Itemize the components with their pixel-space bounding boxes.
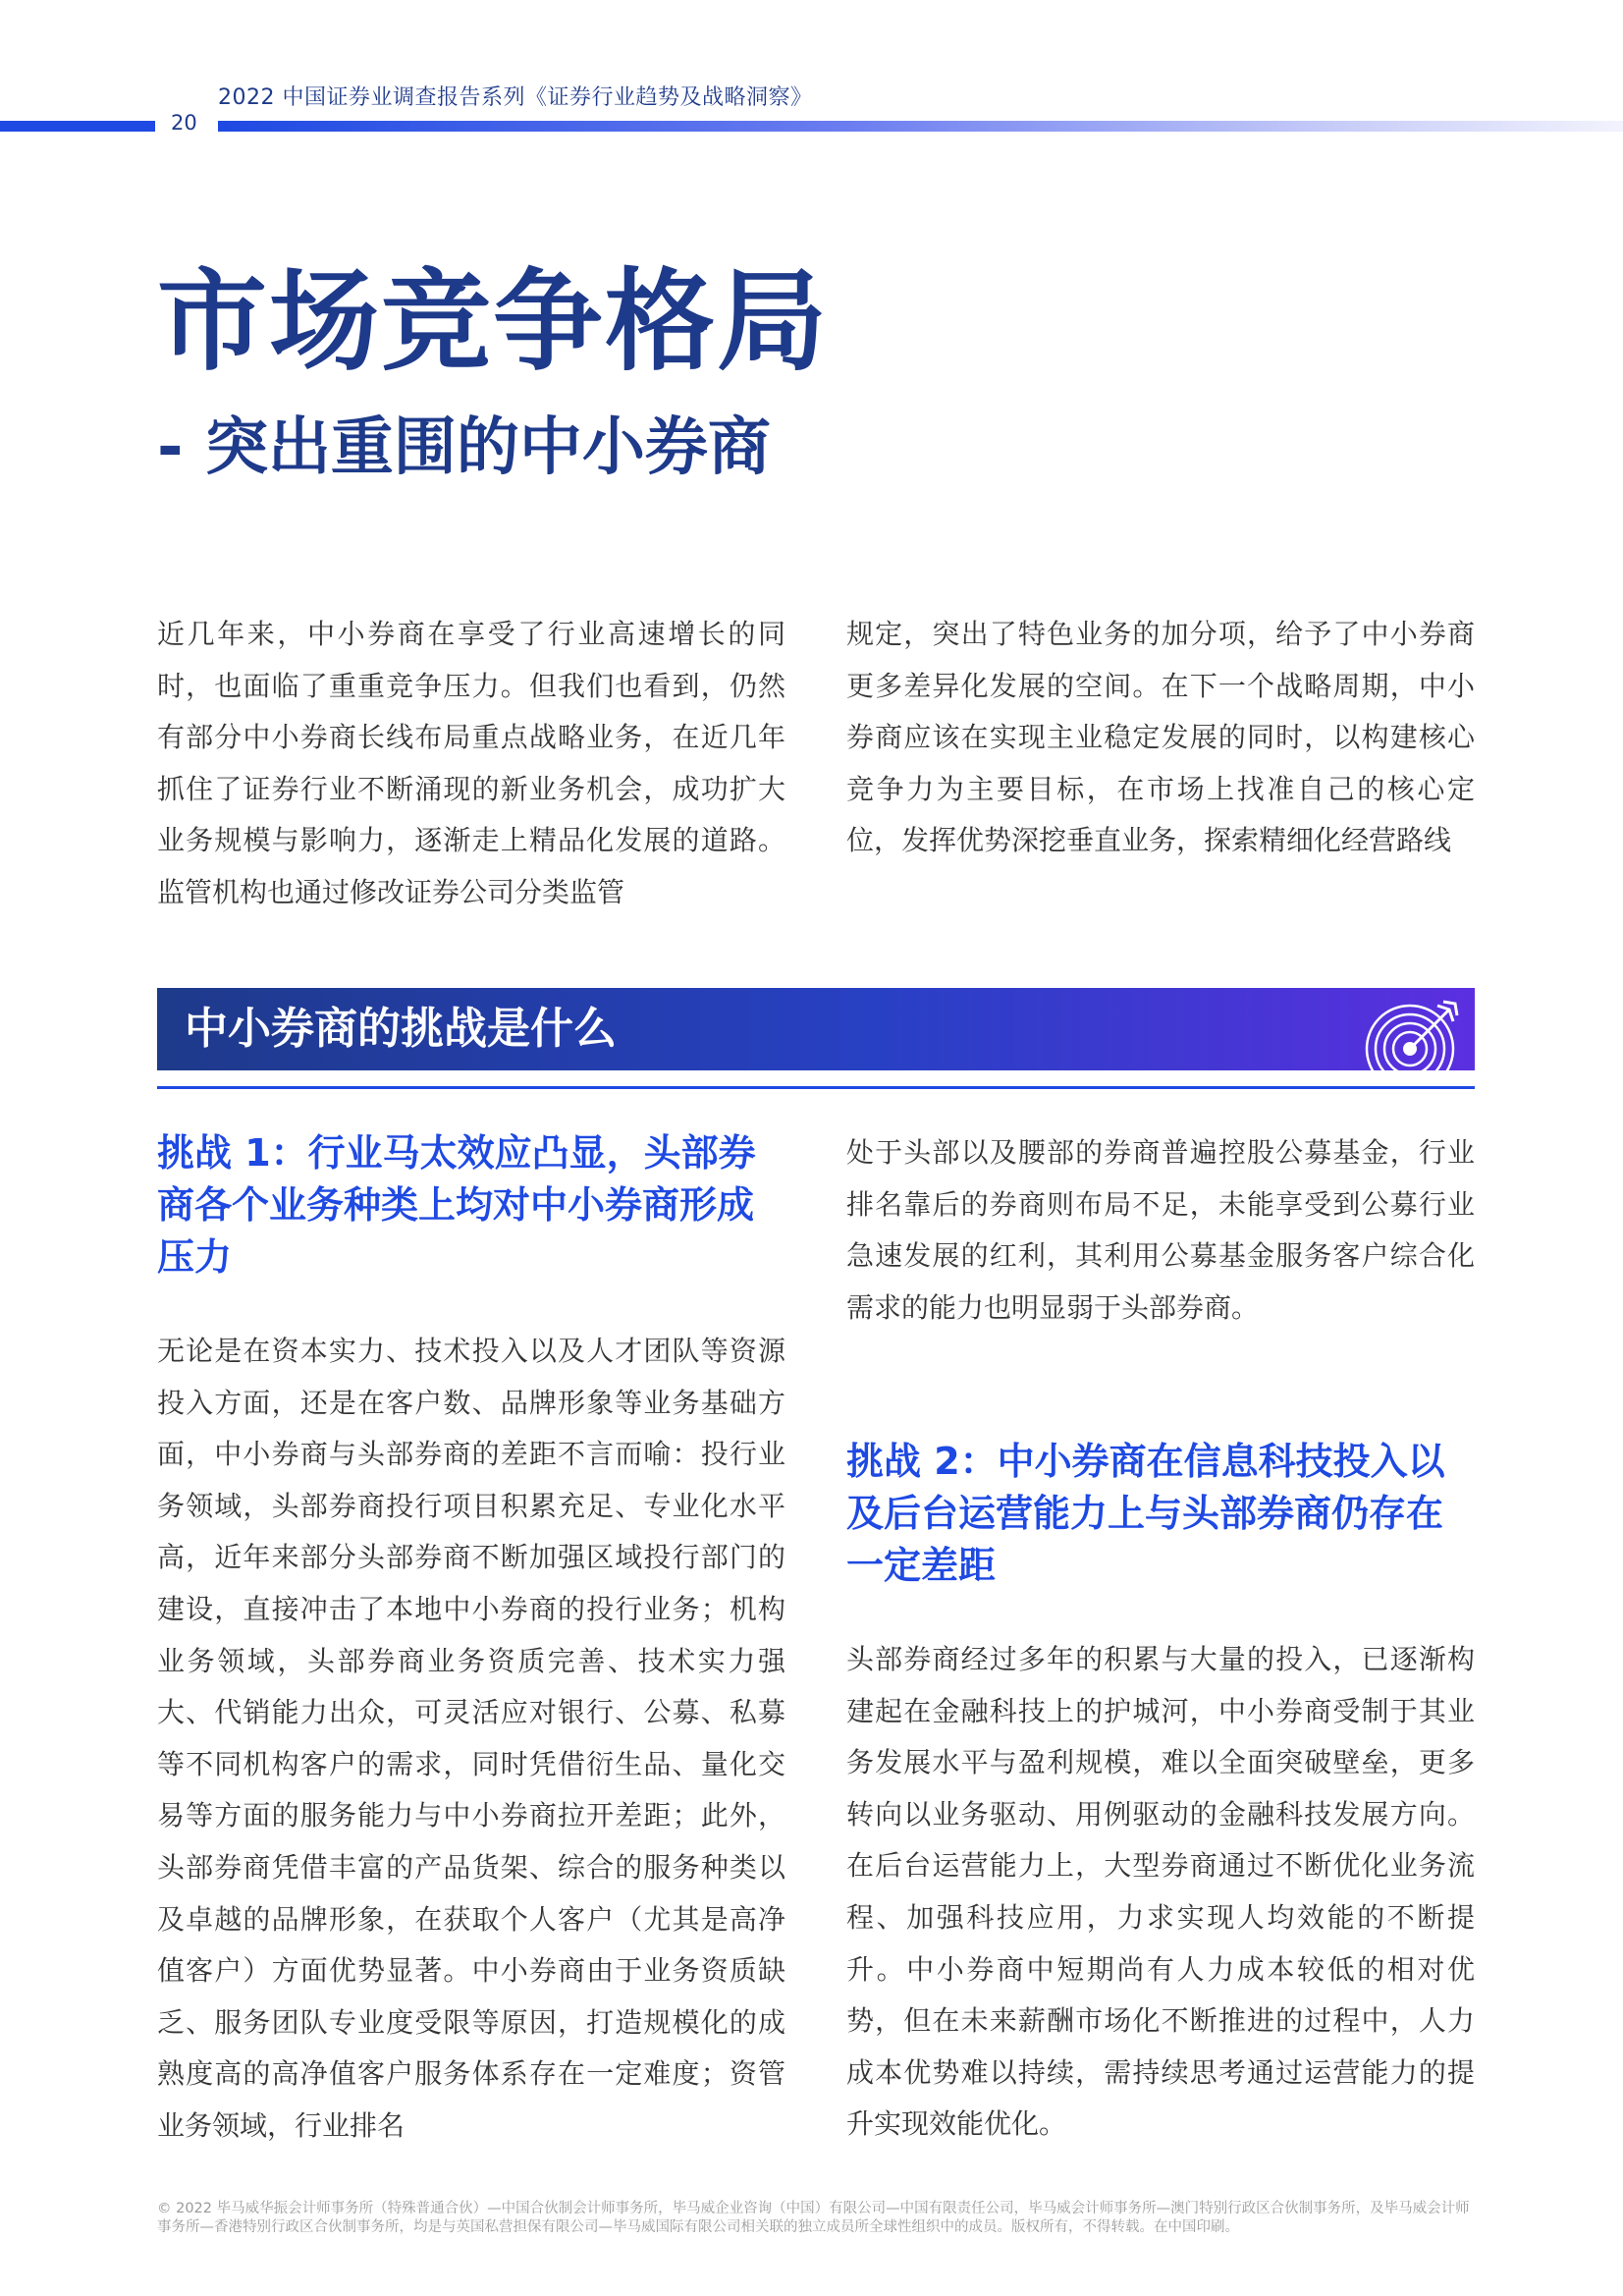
page-subtitle: - 突出重围的中小券商 <box>157 411 771 484</box>
header-gradient-bar <box>218 121 1623 132</box>
challenge-1-body <box>157 1326 785 2153</box>
challenge-2-body <box>846 1634 1475 2151</box>
intro-paragraph-left: 近几年来，中小券商在享受了行业高速增长的同时，也面临了重重竞争压力。但我们也看到，仍然有部分中小券商长线布局重点战略业务，在近几年抓住了证券行业不断涌现的新业务机会，成功扩大业务规模与影响力，逐渐走上精品化发展的道路。监管机构也通过修改证券公司分类监管 <box>157 618 785 908</box>
intro-paragraph-right: 规定，突出了特色业务的加分项，给予了中小券商更多差异化发展的空间。在下一个战略周期，中小券商应该在实现主业稳定发展的同时，以构建核心竞争力为主要目标，在市场上找准自己的核心定位，发挥优势深挖垂直业务，探索精细化经营路线 <box>846 618 1475 857</box>
intro-left-column <box>157 609 785 919</box>
challenge-2-paragraph: 头部券商经过多年的积累与大量的投入，已逐渐构建起在金融科技上的护城河，中小券商受制于其业务发展水平与盈利规模，难以全面突破壁垒，更多转向以业务驱动、用例驱动的金融科技发展方向。在后台运营能力上，大型券商通过不断优化业务流程、加强科技应用，力求实现人均效能的不断提升。中小券商中短期尚有人力成本较低的相对优势，但在未来薪酬市场化不断推进的过程中，人力成本优势难以持续，需持续思考通过运营能力的提升实现效能优化。 <box>846 1643 1475 2141</box>
copyright-footer: © 2022 毕马威华振会计师事务所（特殊普通合伙）—中国合伙制会计师事务所，毕马威企业咨询（中国）有限公司—中国有限责任公司，毕马威会计师事务所—澳门特别行政区合伙制事务所，及毕马威会计师事务所—香港特别行政区合伙制事务所，均是与英国私营担保有限公司—毕马威国际有限公司相关联的独立成员所全球性组织中的成员。版权所有，不得转载。在中国印刷。 <box>157 2201 1470 2235</box>
page-title: 市场竞争格局 <box>157 258 829 386</box>
challenge-1-paragraph-continued: 处于头部以及腰部的券商普遍控股公募基金，行业排名靠后的券商则布局不足，未能享受到公募行业急速发展的红利，其利用公募基金服务客户综合化需求的能力也明显弱于头部券商。 <box>846 1136 1475 1324</box>
challenge-1-paragraph: 无论是在资本实力、技术投入以及人才团队等资源投入方面，还是在客户数、品牌形象等业务基础方面，中小券商与头部券商的差距不言而喻：投行业务领域，头部券商投行项目积累充足、专业化水平高，近年来部分头部券商不断加强区域投行部门的建设，直接冲击了本地中小券商的投行业务；机构业务领域，头部券商业务资质完善、技术实力强大、代销能力出众，可灵活应对银行、公募、私募等不同机构客户的需求，同时凭借衍生品、量化交易等方面的服务能力与中小券商拉开差距；此外，头部券商凭借丰富的产品货架、综合的服务种类以及卓越的品牌形象，在获取个人客户（尤其是高净值客户）方面优势显著。中小券商由于业务资质缺乏、服务团队专业度受限等原因，打造规模化的成熟度高的高净值客户服务体系存在一定难度；资管业务领域，行业排名 <box>157 1335 785 2142</box>
report-series-title: 2022 中国证券业调查报告系列《证券行业趋势及战略洞察》 <box>218 85 813 110</box>
challenge-1-continued <box>846 1127 1475 1334</box>
intro-right-column <box>846 609 1475 867</box>
section-banner <box>157 988 1475 1070</box>
header-accent-bar <box>0 121 155 132</box>
section-divider <box>157 1086 1475 1089</box>
challenge-1-title: 挑战 1：行业马太效应凸显，头部券商各个业务种类上均对中小券商形成压力 <box>157 1131 756 1279</box>
section-banner-title: 中小券商的挑战是什么 <box>185 1004 617 1054</box>
challenge-2-title: 挑战 2：中小券商在信息科技投入以及后台运营能力上与头部券商仍存在一定差距 <box>846 1440 1445 1587</box>
page-number: 20 <box>171 111 197 135</box>
challenge-2-heading <box>846 1436 1475 1592</box>
target-icon <box>1359 992 1467 1100</box>
challenge-1-heading <box>157 1127 785 1284</box>
